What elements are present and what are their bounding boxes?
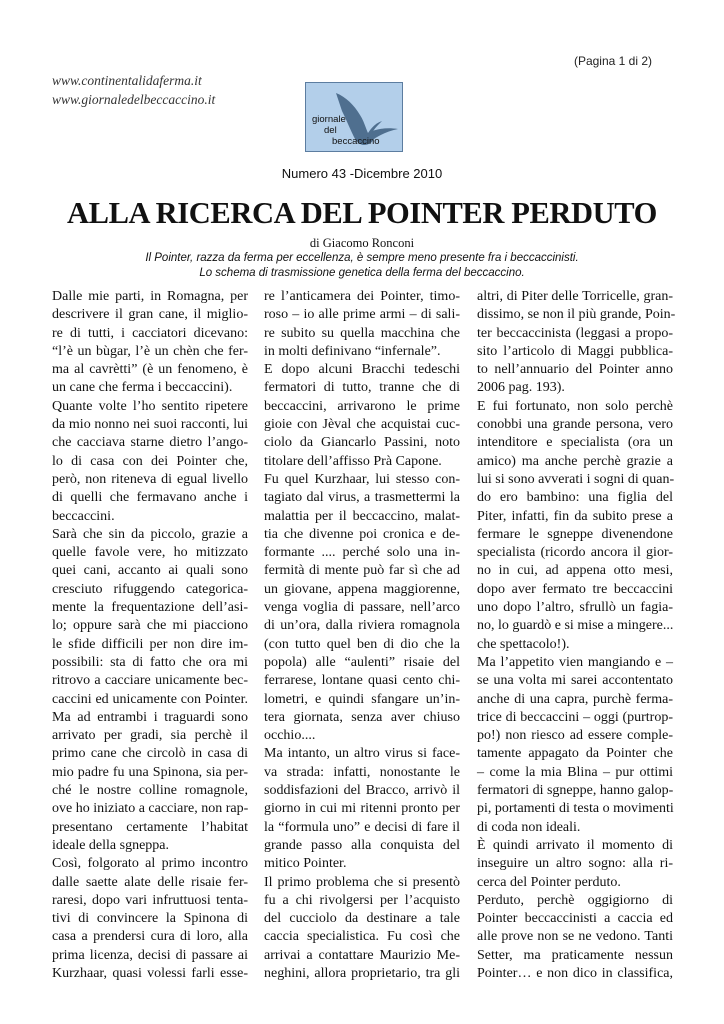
text-line: Pointer beccaccinisti a caccia ed (477, 911, 673, 927)
text-line: venga voglia di passare, nell’arco (264, 600, 460, 616)
text-line: cerca del Pointer perduto. (477, 874, 621, 890)
text-line: primo cane che circolò in casa di (52, 746, 248, 762)
text-line: specialista (ricordo ancora il gior- (477, 545, 673, 561)
text-line: del cucciolo da destinare a tale (264, 911, 460, 927)
text-line: conobbi una grande persona, vero (477, 417, 673, 433)
text-line: no in cui, ad appena otto mesi, (477, 563, 673, 579)
text-line: tamente appagato da Pointer che (477, 746, 673, 762)
text-line: quei cani, accanto ai quali sono (52, 563, 248, 579)
text-line: Kurzhaar, quasi volessi farli esse- (52, 965, 248, 981)
text-line: arrivato per gradi, sia perchè il (52, 728, 248, 744)
text-line: tivi di convincere la Spinona di (52, 911, 248, 927)
text-column-2 (264, 288, 460, 983)
text-line: ma al cavrètti” (è un fenomeno, è (52, 362, 248, 378)
text-line: caccia specialistica. Fu così che (264, 929, 460, 945)
text-line: fermare le sgneppe divenendone (477, 526, 673, 542)
article-title: ALLA RICERCA DEL POINTER PERDUTO (67, 196, 657, 230)
text-line: malattia per il beccaccino, malat- (264, 508, 460, 524)
text-line: raresi, dopo vari infruttuosi tenta- (52, 892, 248, 908)
text-line: che cacciava starne dietro l’ango- (52, 435, 248, 451)
text-line: fu a chi rivolgersi per l’acquisto (264, 892, 460, 908)
text-line: dalle saette alate delle risaie fer- (52, 874, 248, 890)
text-line: – come la mia Blina – pur ottimi (477, 764, 673, 780)
subtitle-line-1: Il Pointer, razza da ferma per eccellenza, è sempre meno presente fra i beccaccinisti. (145, 252, 579, 264)
text-line: lo di casa con dei Pointer che, (52, 453, 248, 469)
text-line: sito l’articolo di Maggi pubblica- (477, 343, 673, 359)
text-line: Pointer… e non dico in classifica, (477, 965, 673, 981)
text-line: dissimo, se non il più grande, Poin- (477, 307, 676, 323)
text-line: titolare dell’affisso Prà Capone. (264, 453, 442, 469)
issue-number: Numero 43 -Dicembre 2010 (281, 166, 443, 181)
text-line: quelle favole vere, ho mitizzato (52, 545, 248, 561)
text-line: un cane che ferma i beccaccini). (52, 380, 233, 396)
text-line: ter beccaccinista (leggasi a propo- (477, 325, 673, 341)
text-line: anche di una capra, purchè ferma- (477, 691, 673, 707)
text-line: casa a prendersi cura di loro, alla (52, 929, 248, 945)
text-line: ferrarese, lontane quasi cento chi- (264, 673, 460, 689)
text-line: trice di beccaccini – oggi (purtrop- (477, 709, 673, 725)
text-line: re subito su quella macchina che (264, 325, 460, 341)
text-line: alle prove non se ne vedono. Tanti (477, 929, 673, 945)
text-line: ché le nostre colline romagnole, (52, 783, 248, 799)
text-line: descrivere il gran cane, il miglio- (52, 307, 248, 323)
text-line: amico) ma anche perchè grazie a (477, 453, 673, 469)
text-line: di coda non ideali. (477, 819, 581, 835)
text-line: tia che divenne poi cronica e de- (264, 526, 460, 542)
text-line: prima licenza, decisi di passare ai (52, 947, 248, 963)
text-line: cresciuto rifuggendo categorica- (52, 581, 248, 597)
text-line: Dalle mie parti, in Romagna, per (52, 289, 248, 304)
text-line: lometri, e quindi sfangare un’in- (264, 691, 460, 707)
website-links (52, 71, 215, 109)
text-line: Ma l’appetito vien mangiando e – (477, 654, 673, 670)
text-line: mio padre fu una Spinona, sia per- (52, 764, 248, 780)
text-line: arrivai a contattare Maurizio Me- (264, 947, 460, 963)
text-line: di un’ora, dalla riviera romagnola (264, 618, 460, 634)
journal-logo (305, 82, 403, 152)
text-line: la “formula uno” e decisi di fare il (264, 819, 460, 835)
text-line: lo; oppure sarà che mi piacciono (52, 618, 248, 634)
text-line: ideale della sgneppa. (52, 837, 170, 853)
text-line: to nell’annuario del Pointer anno (477, 362, 673, 378)
text-line: se una volta mi sarei accontentato (477, 673, 673, 689)
text-line: presentano certamente l’habitat (52, 819, 248, 835)
logo-line-1: giornale (312, 114, 346, 125)
page-number: (Pagina 1 di 2) (573, 54, 652, 68)
text-column-1 (52, 288, 248, 983)
text-line: fermatori di sgneppe, hanno galop- (477, 783, 674, 799)
text-line: Perduto, perchè oggigiorno di (477, 892, 673, 908)
text-line: ove ho iniziato a cacciare, non rap- (52, 801, 249, 817)
text-line: roso – io alle prime armi – di sali- (264, 307, 460, 323)
article-subtitle (0, 251, 724, 281)
text-line: che spettacolo!). (477, 636, 570, 652)
subtitle-line-2: Lo schema di trasmissione genetica della ferma del beccaccino. (199, 267, 525, 279)
author-byline: di Giacomo Ronconi (309, 236, 415, 250)
text-line: popola) alle “aulenti” risaie del (264, 654, 460, 670)
text-line: formante .... perché solo una in- (264, 545, 460, 561)
text-line: Fu quel Kurzhaar, lui stesso con- (264, 471, 460, 487)
text-line: uno dopo l’altro, sfrullò un fagia- (477, 600, 673, 616)
text-line: un giovane, appena maggiorenne, (264, 581, 460, 597)
text-line: È quindi arrivato il momento di (477, 837, 673, 853)
text-line: grande passo alla conquista del (264, 837, 460, 853)
url-giornale[interactable]: www.giornaledelbeccaccino.it (52, 92, 216, 107)
text-line: inseguire un altro sogno: alla ri- (477, 856, 673, 872)
text-line: in molti definivano “infernale”. (264, 343, 441, 359)
text-line: beccaccini, arrivarono le prime (264, 398, 460, 414)
text-line: va strada: infatti, nonostante le (264, 764, 460, 780)
text-line: mente la frequentazione dell’asi- (52, 600, 248, 616)
logo-line-2: del (324, 125, 337, 136)
text-line: dopo aver fermato tre beccaccini (477, 581, 673, 597)
text-line: soddisfazioni del Bracco, arrivò il (264, 783, 460, 799)
text-line: beccaccini. (52, 508, 115, 524)
text-line: E fui fortunato, non solo perchè (477, 398, 673, 414)
text-line: tera giornata, senza aver chiuso (264, 709, 460, 725)
text-line: (con tutto quel ben di dio che la (264, 636, 460, 652)
text-line: occhio.... (264, 728, 316, 744)
text-line: le sfide difficili per non dire im- (52, 636, 248, 652)
text-line: neghini, allora proprietario, tra gli (264, 965, 460, 981)
logo-wordmark (312, 114, 380, 147)
text-line: Sarà che sin da piccolo, grazie a (52, 526, 248, 542)
text-line: di quelli che fermavano anche i (52, 490, 248, 506)
text-line: fermatori di tutto, tranne che di (264, 380, 460, 396)
text-line: caccini ed unicamente con Pointer. (52, 691, 248, 707)
text-line: fermità di mente può far sì che ad (264, 563, 460, 579)
text-line: re di tutti, i cacciatori dicevano: (52, 325, 248, 341)
text-line: 2006 pag. 193). (477, 380, 565, 396)
text-line: lui si sono avverati i sogni di quan- (477, 471, 675, 487)
text-line: Ma intanto, un altro virus si face- (264, 746, 460, 762)
text-line: ritrovo a cacciare unicamente bec- (52, 673, 248, 689)
url-continentali[interactable]: www.continentalidaferma.it (52, 73, 202, 88)
text-line: Il primo problema che si presentò (264, 874, 460, 890)
text-line: Quante volte l’ho sentito ripetere (52, 398, 248, 414)
text-line: altri, di Piter delle Torricelle, gran- (477, 289, 673, 304)
text-line: giorno in cui mi ritenni pronto per (264, 801, 460, 817)
text-column-3 (477, 288, 676, 983)
text-line: tagiato dal virus, a trasmettermi la (264, 490, 460, 506)
text-line: Piter, infatti, fin da subito prese a (477, 508, 673, 524)
text-line: “l’è un bùgar, l’è un chèn che fer- (52, 343, 248, 359)
text-line: E dopo alcuni Bracchi tedeschi (264, 362, 460, 378)
text-line: Ma ad entrambi i traguardi sono (52, 709, 248, 725)
text-line: po!) non riesco ad essere comple- (477, 728, 673, 744)
text-line: gioie con Jèval che acquistai cuc- (264, 417, 460, 433)
text-line: Setter, ma praticamente nessun (477, 947, 673, 963)
text-line: mitico Pointer. (264, 856, 347, 872)
logo-line-3: beccaccino (332, 136, 380, 147)
text-line: Così, folgorato al primo incontro (52, 856, 248, 872)
text-line: pi, portamenti di testa o movimenti (477, 801, 674, 817)
text-line: do ero bambino: una figlia del (477, 490, 673, 506)
text-line: da mio nonno nei suoi racconti, lui (52, 417, 248, 433)
text-line: no, lo guardò e si mise a mingere... (477, 618, 674, 634)
text-line: intenditore e specialista (ora un (477, 435, 673, 451)
text-line: però, non riteneva di egual livello (52, 471, 248, 487)
text-line: possibili: sta di fatto che ora mi (52, 654, 248, 670)
text-line: ciolo da Giancarlo Passini, noto (264, 435, 460, 451)
text-line: re l’anticamera dei Pointer, timo- (264, 289, 460, 304)
